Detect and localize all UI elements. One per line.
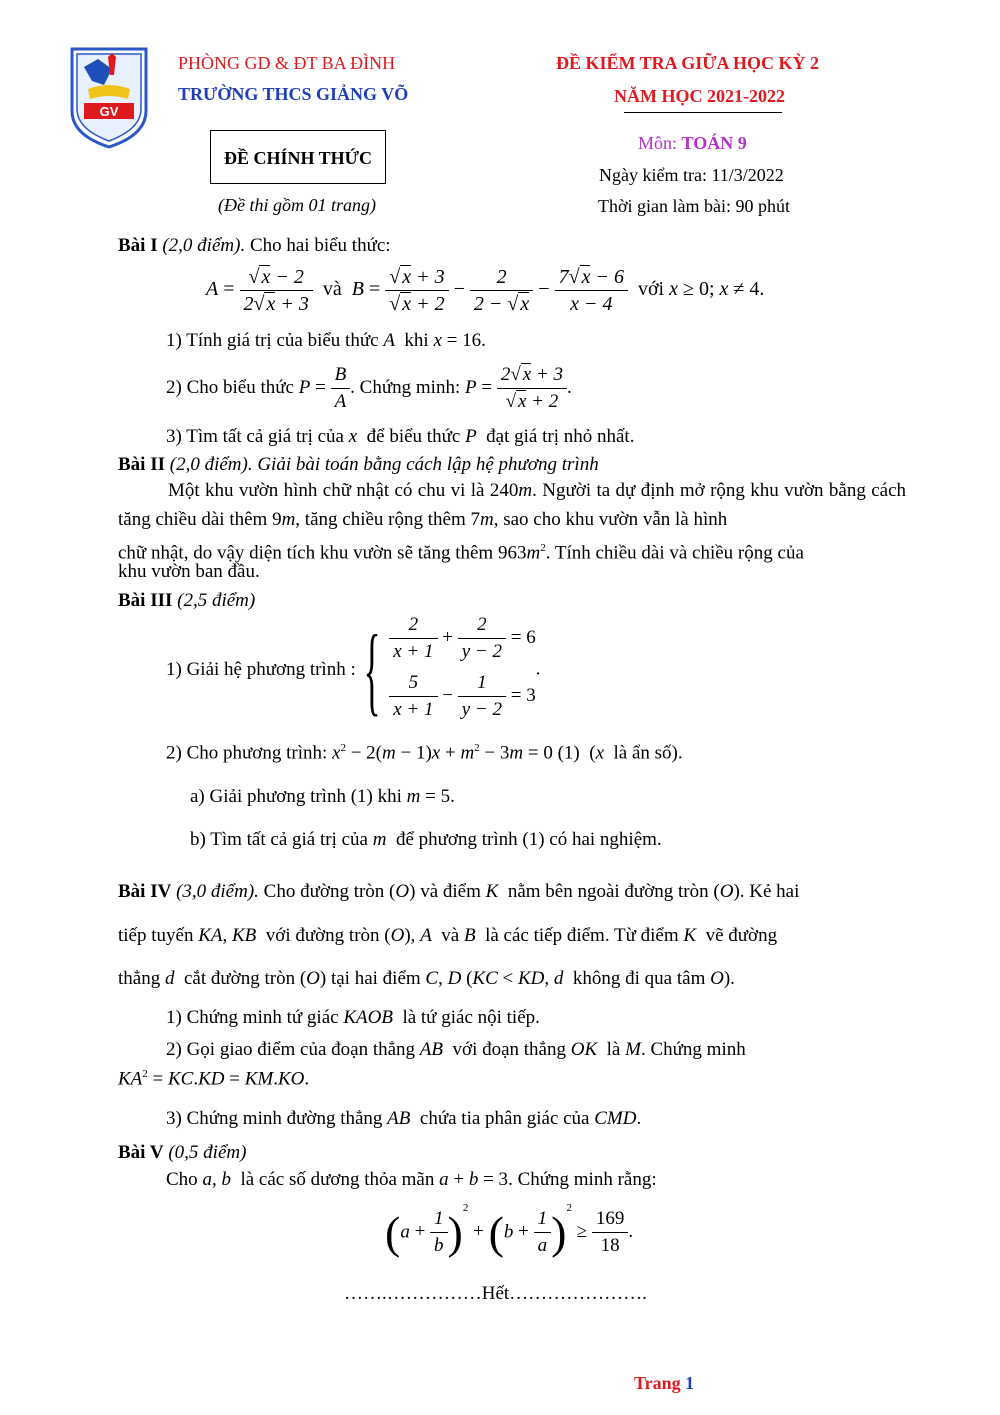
bai4-line2: tiếp tuyến KA, KB với đường tròn (O), A và B là các tiếp điểm. Từ điểm K vẽ đường <box>118 925 778 946</box>
bai3-q2: 2) Cho phương trình: $x^2 - 2(m - 1)x + m^2 - 3m = 0$ (1) (x là ẩn số). <box>166 742 683 764</box>
bai3-q1: 1) Giải hệ phương trình : { $\frac{2}{x + 1}$ + $\frac{2}{y - 2}$ = 6 $\frac{5}{x + 1}$ − $\frac{1}{y - 2}$ = 3 . <box>166 614 541 725</box>
end-line: …….……………Hết…………………. <box>344 1283 647 1304</box>
pages-note: (Đề thi gồm 01 trang) <box>218 195 376 215</box>
bai4-q2: 2) Gọi giao điểm của đoạn thẳng AB với đoạn thẳng OK là M. Chứng minh <box>166 1039 746 1060</box>
bai1-q1: 1) Tính giá trị của biểu thức A khi x = 16. <box>166 330 486 351</box>
bai2-body-2: chữ nhật, do vậy diện tích khu vườn sẽ tăng thêm $963m^2$. Tính chiều dài và chiều rộng của <box>118 542 804 564</box>
bai4-line1: Bài IV (3,0 điểm). Cho đường tròn (O) và điểm K nằm bên ngoài đường tròn (O). Kẻ hai <box>118 881 800 902</box>
bai2-body-3: khu vườn ban đầu. <box>118 561 260 582</box>
page-number: 1 <box>685 1373 695 1393</box>
official-label: ĐỀ CHÍNH THỨC <box>210 130 386 184</box>
page-footer: Trang 1 <box>634 1373 695 1393</box>
bai4-q2-formula: $KA^2 = KC.KD = KM.KO$. <box>118 1068 310 1090</box>
school-name: TRƯỜNG THCS GIẢNG VÕ <box>178 84 409 104</box>
bai4-line3: thẳng d cắt đường tròn (O) tại hai điểm C, D (KC < KD, d không đi qua tâm O). <box>118 968 735 989</box>
exam-duration: Thời gian làm bài: 90 phút <box>598 196 790 216</box>
subject-name: TOÁN 9 <box>681 133 747 153</box>
bai5-heading: Bài V (0,5 điểm) <box>118 1142 247 1163</box>
bai2-body: Một khu vườn hình chữ nhật có chu vi là 240m. Người ta dự định mở rộng khu vườn bằng cách tăng chiều dài thêm 9m, tăng chiều rộng thêm 7m, sao cho khu vườn vẫn là hình <box>118 480 907 530</box>
svg-text:GV: GV <box>99 104 119 119</box>
bai1-q3: 3) Tìm tất cả giá trị của x để biểu thức P đạt giá trị nhỏ nhất. <box>166 426 635 447</box>
subject-line: Môn: TOÁN 9 <box>638 133 747 153</box>
bai5-inequality: (a + $\frac{1}{b}$ )$^2$ + (b + $\frac{1}{a}$ )$^2$ ≥ $\frac{169}{18}$ . <box>385 1202 634 1258</box>
header-rule <box>624 112 782 113</box>
department-name: PHÒNG GD & ĐT BA ĐÌNH <box>178 53 396 73</box>
exam-date: Ngày kiểm tra: 11/3/2022 <box>599 165 784 185</box>
bai4-q1: 1) Chứng minh tứ giác KAOB là tứ giác nội tiếp. <box>166 1007 540 1028</box>
bai4-q3: 3) Chứng minh đường thẳng AB chứa tia phân giác của CMD. <box>166 1108 642 1129</box>
bai2-heading: Bài II (2,0 điểm). Giải bài toán bằng cách lập hệ phương trình <box>118 454 599 475</box>
exam-title: ĐỀ KIỂM TRA GIỮA HỌC KỲ 2 <box>556 53 820 73</box>
bai3-qb: b) Tìm tất cả giá trị của m để phương trình (1) có hai nghiệm. <box>190 829 662 850</box>
bai1-expressions: A = $\frac{√ x - 2}{2√ x + 3}$ và B = $\frac{√ x + 3}{√ x + 2}$ − $\frac{2}{2 - √ x}$ − $\frac{7√ x - 6}{x - 4}$ với x ≥ 0; x ≠ 4. <box>206 266 765 315</box>
bai1-q2: 2) Cho biểu thức P = $\frac{B}{A}$ . Chứng minh: P = $\frac{2√ x + 3}{√ x + 2}$ . <box>166 364 572 412</box>
school-logo <box>68 45 150 149</box>
bai3-qa: a) Giải phương trình (1) khi m = 5. <box>190 786 455 807</box>
school-year: NĂM HỌC 2021-2022 <box>614 86 785 106</box>
bai3-heading: Bài III (2,5 điểm) <box>118 590 256 611</box>
bai1-heading: Bài I (2,0 điểm). Cho hai biểu thức: <box>118 235 391 256</box>
bai5-body: Cho a, b là các số dương thỏa mãn a + b = 3. Chứng minh rằng: <box>166 1169 657 1190</box>
